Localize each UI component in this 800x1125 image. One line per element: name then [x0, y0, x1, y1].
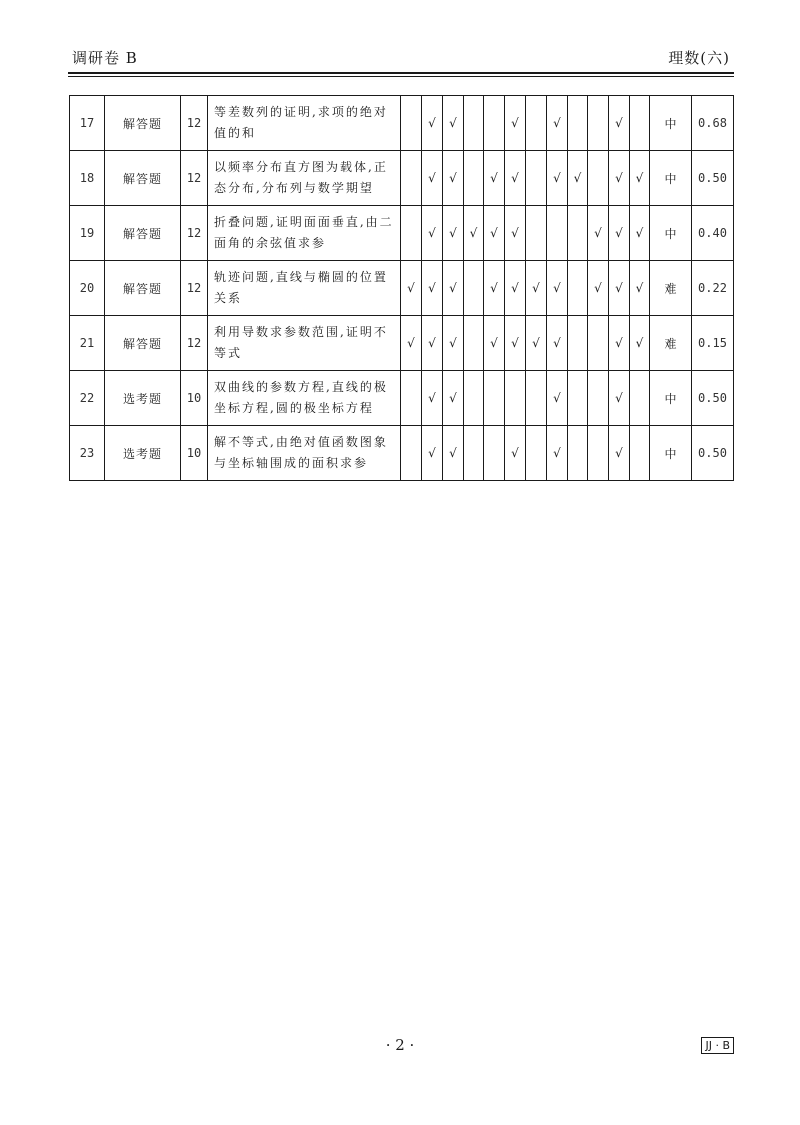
knowledge-mark-cell — [588, 426, 609, 481]
knowledge-mark-cell: √ — [609, 96, 630, 151]
knowledge-mark-cell: √ — [422, 371, 443, 426]
table-row — [70, 261, 734, 316]
question-score: 10 — [181, 426, 208, 481]
question-number: 22 — [70, 371, 105, 426]
knowledge-mark-cell — [526, 151, 547, 206]
table-body — [70, 96, 734, 481]
knowledge-mark-cell — [464, 261, 484, 316]
question-content: 解不等式,由绝对值函数图象与坐标轴围成的面积求参 — [208, 426, 401, 481]
question-number: 18 — [70, 151, 105, 206]
knowledge-mark-cell: √ — [422, 316, 443, 371]
knowledge-mark-cell — [547, 206, 568, 261]
knowledge-mark-cell: √ — [547, 96, 568, 151]
knowledge-mark-cell: √ — [443, 426, 464, 481]
knowledge-mark-cell — [484, 426, 505, 481]
knowledge-mark-cell: √ — [443, 371, 464, 426]
knowledge-mark-cell: √ — [422, 151, 443, 206]
knowledge-mark-cell — [464, 426, 484, 481]
question-type: 解答题 — [105, 206, 181, 261]
expected-score-rate: 0.22 — [692, 261, 734, 316]
knowledge-mark-cell: √ — [401, 316, 422, 371]
question-number: 17 — [70, 96, 105, 151]
knowledge-mark-cell: √ — [401, 261, 422, 316]
knowledge-mark-cell: √ — [609, 151, 630, 206]
knowledge-mark-cell: √ — [609, 371, 630, 426]
header-rule-thin — [68, 76, 734, 77]
difficulty-level: 中 — [650, 96, 692, 151]
table-row — [70, 371, 734, 426]
difficulty-level: 中 — [650, 371, 692, 426]
knowledge-mark-cell — [526, 96, 547, 151]
knowledge-mark-cell: √ — [630, 316, 650, 371]
expected-score-rate: 0.50 — [692, 426, 734, 481]
knowledge-mark-cell — [464, 151, 484, 206]
knowledge-mark-cell: √ — [630, 206, 650, 261]
knowledge-mark-cell: √ — [443, 206, 464, 261]
knowledge-mark-cell: √ — [505, 316, 526, 371]
header-rule-thick — [68, 72, 734, 74]
question-type: 解答题 — [105, 151, 181, 206]
knowledge-mark-cell: √ — [547, 151, 568, 206]
question-score: 12 — [181, 261, 208, 316]
knowledge-mark-cell: √ — [422, 96, 443, 151]
knowledge-mark-cell — [630, 371, 650, 426]
knowledge-mark-cell: √ — [484, 316, 505, 371]
question-number: 23 — [70, 426, 105, 481]
question-score: 10 — [181, 371, 208, 426]
knowledge-mark-cell: √ — [443, 96, 464, 151]
knowledge-mark-cell — [568, 316, 588, 371]
table-row — [70, 206, 734, 261]
question-type: 解答题 — [105, 316, 181, 371]
knowledge-mark-cell: √ — [526, 261, 547, 316]
knowledge-mark-cell: √ — [526, 316, 547, 371]
knowledge-mark-cell: √ — [505, 206, 526, 261]
knowledge-mark-cell: √ — [505, 426, 526, 481]
knowledge-mark-cell — [630, 96, 650, 151]
header-title: 调研卷 B — [72, 49, 138, 67]
knowledge-mark-cell — [401, 206, 422, 261]
knowledge-mark-cell: √ — [484, 261, 505, 316]
knowledge-mark-cell: √ — [568, 151, 588, 206]
knowledge-mark-cell: √ — [588, 261, 609, 316]
knowledge-mark-cell: √ — [443, 151, 464, 206]
question-type: 选考题 — [105, 426, 181, 481]
knowledge-mark-cell — [568, 426, 588, 481]
question-type: 解答题 — [105, 96, 181, 151]
knowledge-mark-cell: √ — [547, 316, 568, 371]
analysis-table — [69, 95, 734, 481]
knowledge-mark-cell — [505, 371, 526, 426]
knowledge-mark-cell: √ — [547, 261, 568, 316]
table-row — [70, 316, 734, 371]
knowledge-mark-cell — [484, 371, 505, 426]
knowledge-mark-cell: √ — [484, 206, 505, 261]
question-content: 等差数列的证明,求项的绝对值的和 — [208, 96, 401, 151]
knowledge-mark-cell — [401, 151, 422, 206]
knowledge-mark-cell — [588, 371, 609, 426]
knowledge-mark-cell: √ — [505, 96, 526, 151]
knowledge-mark-cell: √ — [443, 261, 464, 316]
difficulty-level: 中 — [650, 151, 692, 206]
knowledge-mark-cell: √ — [422, 206, 443, 261]
question-number: 20 — [70, 261, 105, 316]
knowledge-mark-cell — [588, 96, 609, 151]
knowledge-mark-cell — [464, 316, 484, 371]
knowledge-mark-cell: √ — [547, 426, 568, 481]
table-row — [70, 151, 734, 206]
knowledge-mark-cell: √ — [609, 261, 630, 316]
knowledge-mark-cell: √ — [630, 151, 650, 206]
knowledge-mark-cell: √ — [609, 316, 630, 371]
knowledge-mark-cell — [401, 371, 422, 426]
knowledge-mark-cell — [464, 371, 484, 426]
knowledge-mark-cell — [526, 371, 547, 426]
expected-score-rate: 0.68 — [692, 96, 734, 151]
question-number: 21 — [70, 316, 105, 371]
knowledge-mark-cell: √ — [422, 261, 443, 316]
difficulty-level: 中 — [650, 206, 692, 261]
question-score: 12 — [181, 96, 208, 151]
knowledge-mark-cell — [526, 206, 547, 261]
knowledge-mark-cell: √ — [609, 426, 630, 481]
question-content: 利用导数求参数范围,证明不等式 — [208, 316, 401, 371]
knowledge-mark-cell: √ — [588, 206, 609, 261]
knowledge-mark-cell: √ — [609, 206, 630, 261]
knowledge-mark-cell — [588, 316, 609, 371]
knowledge-mark-cell — [568, 261, 588, 316]
knowledge-mark-cell — [568, 206, 588, 261]
table-row — [70, 426, 734, 481]
knowledge-mark-cell: √ — [505, 261, 526, 316]
question-content: 折叠问题,证明面面垂直,由二面角的余弦值求参 — [208, 206, 401, 261]
question-score: 12 — [181, 316, 208, 371]
knowledge-mark-cell — [630, 426, 650, 481]
question-number: 19 — [70, 206, 105, 261]
expected-score-rate: 0.40 — [692, 206, 734, 261]
question-type: 解答题 — [105, 261, 181, 316]
knowledge-mark-cell — [568, 96, 588, 151]
table-row — [70, 96, 734, 151]
header-subject: 理数(六) — [668, 49, 730, 67]
question-content: 双曲线的参数方程,直线的极坐标方程,圆的极坐标方程 — [208, 371, 401, 426]
edition-badge: JJ · B — [701, 1037, 734, 1054]
question-score: 12 — [181, 151, 208, 206]
difficulty-level: 难 — [650, 316, 692, 371]
knowledge-mark-cell — [588, 151, 609, 206]
difficulty-level: 难 — [650, 261, 692, 316]
knowledge-mark-cell: √ — [464, 206, 484, 261]
page-number: · 2 · — [385, 1036, 415, 1054]
question-content: 轨迹问题,直线与椭圆的位置关系 — [208, 261, 401, 316]
expected-score-rate: 0.50 — [692, 371, 734, 426]
knowledge-mark-cell — [526, 426, 547, 481]
question-content: 以频率分布直方图为载体,正态分布,分布列与数学期望 — [208, 151, 401, 206]
knowledge-mark-cell: √ — [443, 316, 464, 371]
knowledge-mark-cell: √ — [484, 151, 505, 206]
difficulty-level: 中 — [650, 426, 692, 481]
knowledge-mark-cell: √ — [630, 261, 650, 316]
knowledge-mark-cell — [484, 96, 505, 151]
knowledge-mark-cell: √ — [422, 426, 443, 481]
knowledge-mark-cell: √ — [505, 151, 526, 206]
expected-score-rate: 0.50 — [692, 151, 734, 206]
knowledge-mark-cell — [464, 96, 484, 151]
knowledge-mark-cell — [401, 96, 422, 151]
question-score: 12 — [181, 206, 208, 261]
knowledge-mark-cell — [568, 371, 588, 426]
question-type: 选考题 — [105, 371, 181, 426]
knowledge-mark-cell — [401, 426, 422, 481]
expected-score-rate: 0.15 — [692, 316, 734, 371]
knowledge-mark-cell: √ — [547, 371, 568, 426]
